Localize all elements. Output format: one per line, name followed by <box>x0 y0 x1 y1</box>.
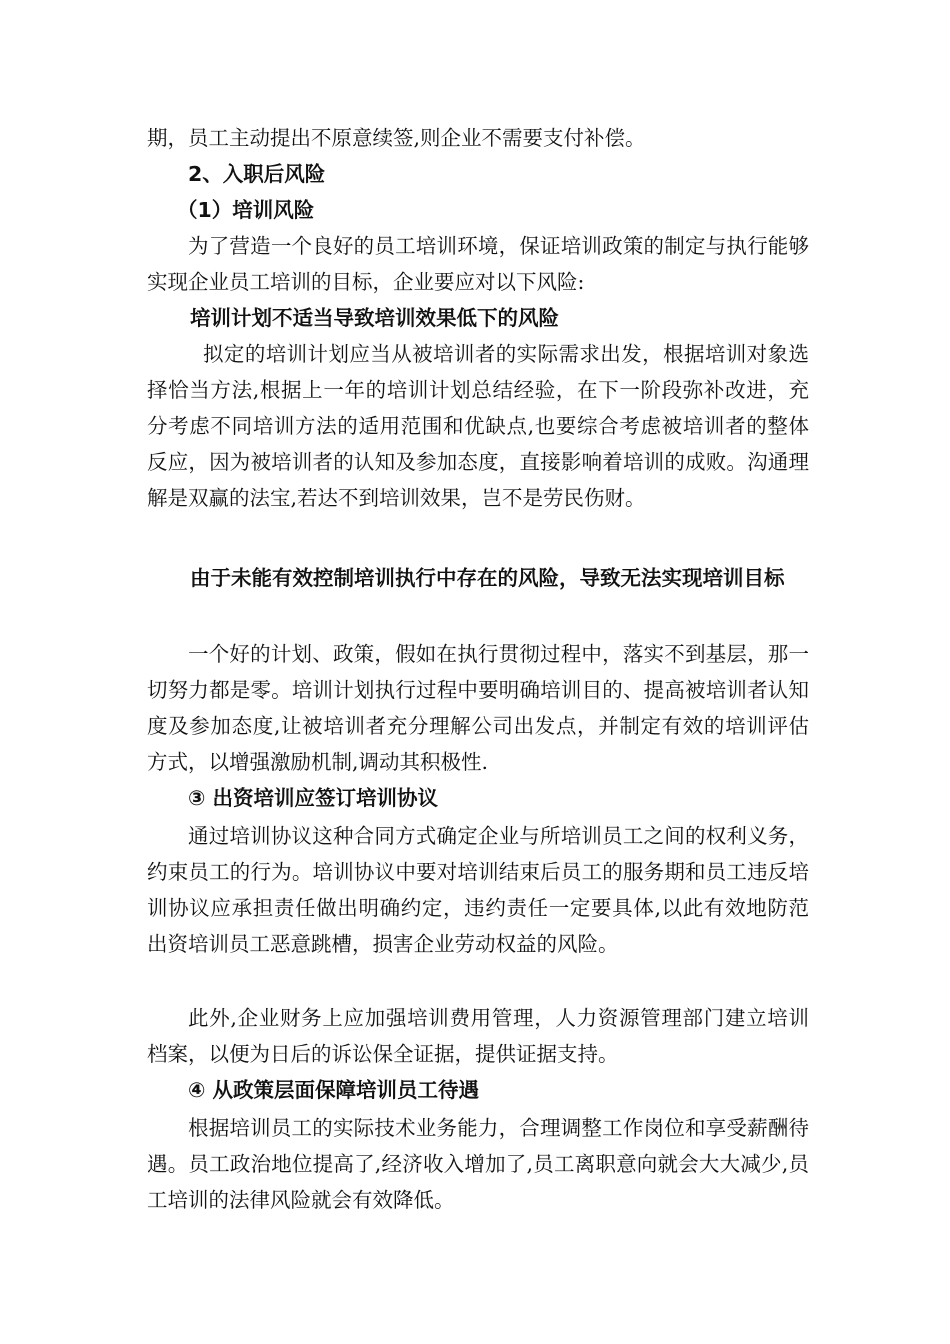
heading-execution-risk: 由于未能有效控制培训执行中存在的风险，导致无法实现培训目标 <box>190 566 785 590</box>
paragraph-policy-guarantee: 根据培训员工的实际技术业务能力，合理调整工作岗位和享受薪酬待遇。员工政治地位提高了,经济收入增加了,员工离职意向就会大大减少,员工培训的法律风险就会有效降低。 <box>147 1116 809 1212</box>
heading-policy-guarantee: ④ 从政策层面保障培训员工待遇 <box>188 1078 479 1102</box>
paragraph-training-agreement: 通过培训协议这种合同方式确定企业与所培训员工之间的权利义务，约束员工的行为。培训协议中要对培训结束后员工的服务期和员工违反培训协议应承担责任做出明确约定，违约责任一定要具体,以此有效地防范出资培训员工恶意跳槽，损害企业劳动权益的风险。 <box>147 824 809 956</box>
paragraph-intro-tail: 期，员工主动提出不原意续签,则企业不需要支付补偿。 <box>147 126 646 150</box>
heading-plan-risk: 培训计划不适当导致培训效果低下的风险 <box>190 306 559 330</box>
paragraph-training-intro: 为了营造一个良好的员工培训环境，保证培训政策的制定与执行能够实现企业员工培训的目标，企业要应对以下风险: <box>147 234 809 294</box>
paragraph-plan-risk: 拟定的培训计划应当从被培训者的实际需求出发，根据培训对象选择恰当方法,根据上一年的培训计划总结经验，在下一阶段弥补改进，充分考虑不同培训方法的适用范围和优缺点,也要综合考虑被培训者的整体反应，因为被培训者的认知及参加态度，直接影响着培训的成败。沟通理解是双赢的法宝,若达不到培训效果，岂不是劳民伤财。 <box>147 342 809 510</box>
paragraph-finance: 此外,企业财务上应加强培训费用管理，人力资源管理部门建立培训档案，以便为日后的诉讼保全证据，提供证据支持。 <box>147 1006 809 1066</box>
heading-training-agreement: ③ 出资培训应签订培训协议 <box>188 786 438 810</box>
paragraph-execution-risk: 一个好的计划、政策，假如在执行贯彻过程中，落实不到基层，那一切努力都是零。培训计划执行过程中要明确培训目的、提高被培训者认知度及参加态度,让被培训者充分理解公司出发点，并制定有效的培训评估方式，以增强激励机制,调动其积极性. <box>147 642 809 774</box>
heading-training-risk: （1）培训风险 <box>177 198 315 222</box>
heading-section-2: 2、入职后风险 <box>188 162 326 186</box>
